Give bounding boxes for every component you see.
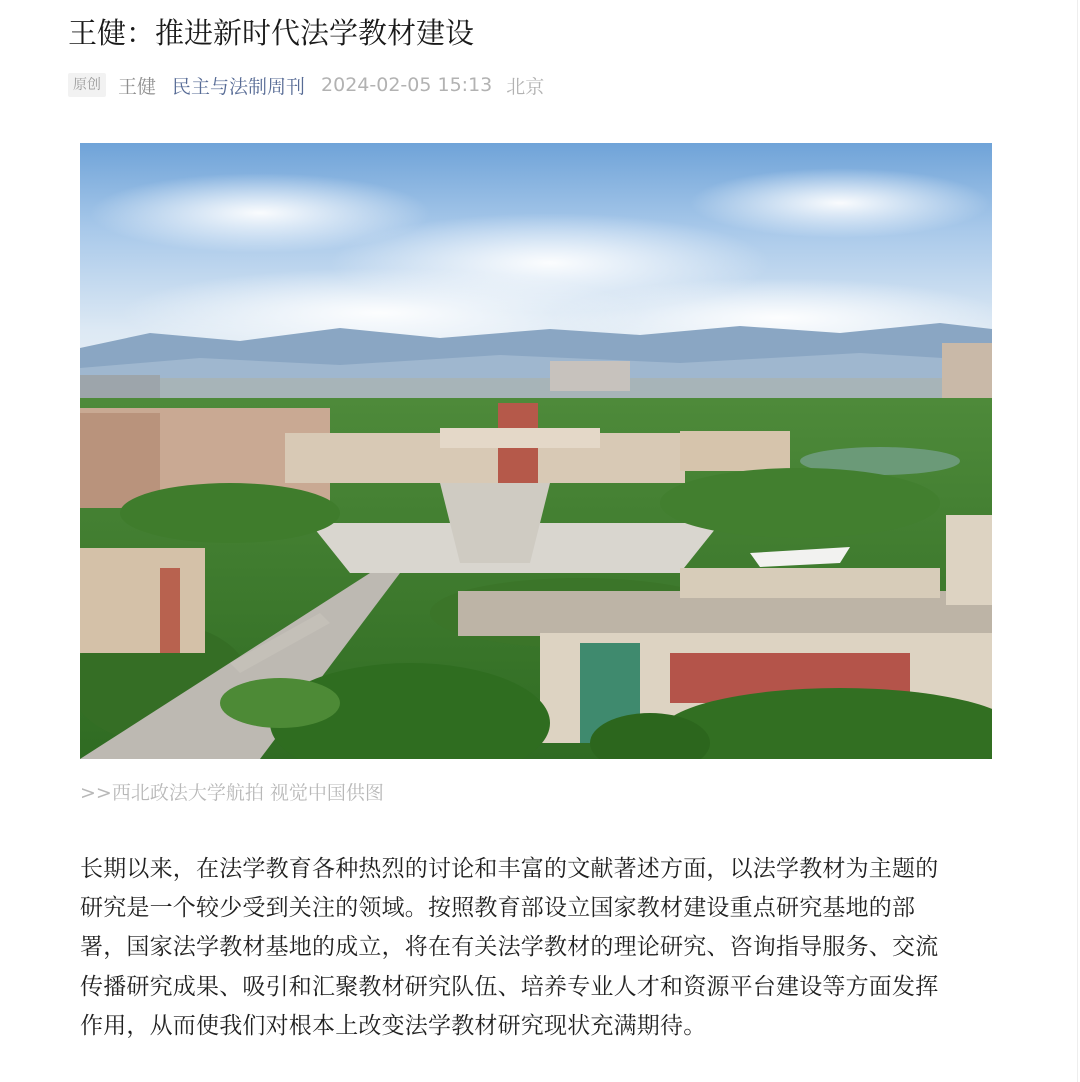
page-edge-divider xyxy=(1077,0,1078,1082)
paragraph-line: 研究是一个较少受到关注的领域。按照教育部设立国家教材建设重点研究基地的部 xyxy=(80,895,916,922)
photo-caption: >>西北政法大学航拍 视觉中国供图 xyxy=(80,782,384,804)
article-meta xyxy=(68,70,544,100)
paragraph-line: 长期以来，在法学教育各种热烈的讨论和丰富的文献著述方面，以法学教材为主题的 xyxy=(80,856,939,882)
author-name: 王健 xyxy=(118,75,157,98)
article-paragraph xyxy=(80,850,995,1046)
campus-aerial-photo[interactable] xyxy=(80,143,992,759)
paragraph-line: 作用，从而使我们对根本上改变法学教材研究现状充满期待。 xyxy=(80,1012,707,1039)
paragraph-line: 署，国家法学教材基地的成立，将在有关法学教材的理论研究、咨询指导服务、交流 xyxy=(80,934,939,961)
publish-location: 北京 xyxy=(506,75,545,98)
account-link[interactable]: 民主与法制周刊 xyxy=(172,75,306,98)
original-badge: 原创 xyxy=(68,73,106,97)
publish-datetime: 2024-02-05 15:13 xyxy=(321,74,493,96)
paragraph-line: 传播研究成果、吸引和汇聚教材研究队伍、培养专业人才和资源平台建设等方面发挥 xyxy=(80,973,939,1000)
article-title: 王健：推进新时代法学教材建设 xyxy=(68,16,475,50)
